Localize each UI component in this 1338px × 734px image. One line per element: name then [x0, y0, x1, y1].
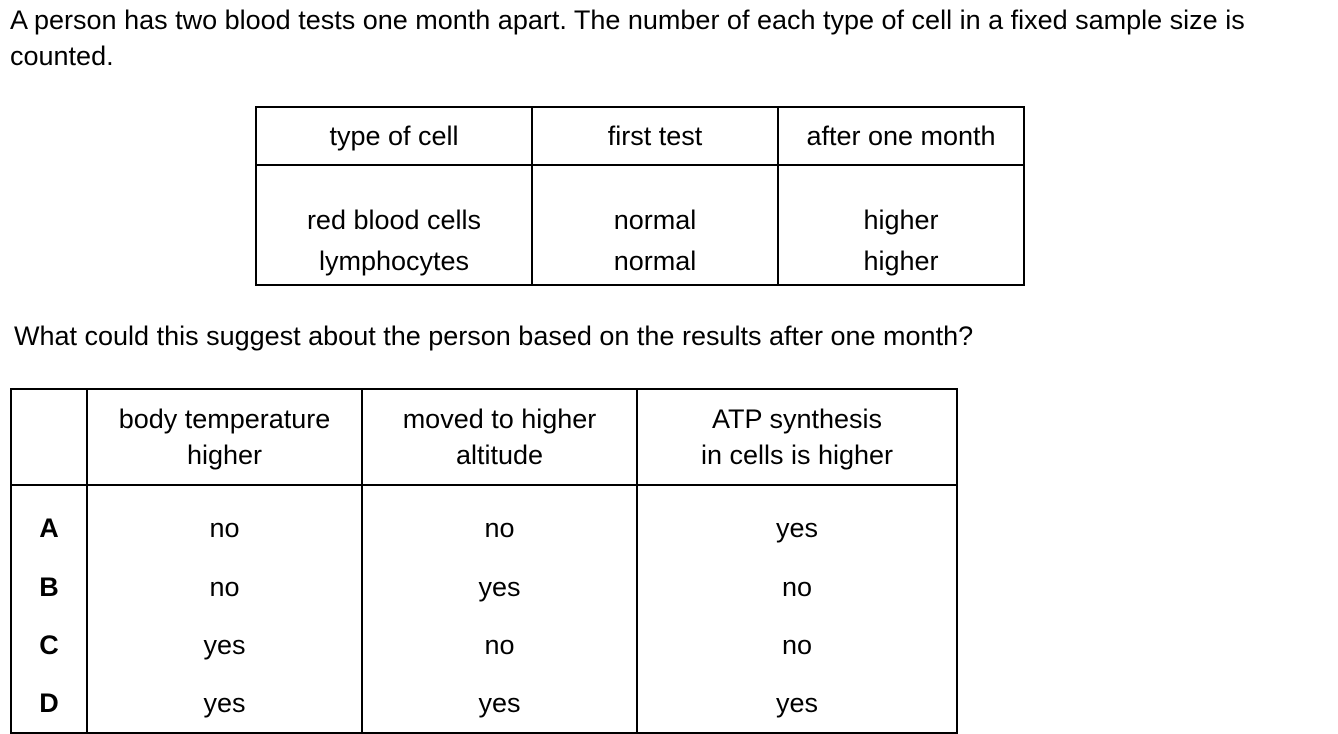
- option-key: D: [11, 674, 87, 733]
- option-cell: yes: [637, 674, 957, 733]
- intro-text: A person has two blood tests one month apart. The number of each type of cell in a fixed sample size is counted.: [10, 5, 1245, 71]
- option-key: B: [11, 558, 87, 616]
- option-key: C: [11, 616, 87, 674]
- header-line: moved to higher: [402, 404, 597, 434]
- table-cell: lymphocytes: [256, 238, 532, 285]
- option-row-d: [11, 674, 957, 733]
- results-header-row: [256, 107, 1024, 165]
- table-row: [256, 238, 1024, 285]
- option-row-a: [11, 485, 957, 558]
- header-line: higher: [186, 440, 263, 470]
- header-line: ATP synthesis: [711, 404, 883, 434]
- option-cell: no: [637, 616, 957, 674]
- option-key: A: [11, 485, 87, 558]
- options-header-cell: [87, 389, 362, 485]
- option-cell: yes: [362, 558, 637, 616]
- options-header-row: [11, 389, 957, 485]
- options-table: [10, 388, 958, 734]
- question-text: What could this suggest about the person based on the results after one month?: [14, 321, 974, 351]
- table-cell: normal: [532, 238, 778, 285]
- table-cell: higher: [778, 238, 1024, 285]
- option-cell: no: [87, 558, 362, 616]
- table-cell: red blood cells: [256, 165, 532, 238]
- option-cell: yes: [87, 616, 362, 674]
- results-header-cell: first test: [532, 107, 778, 165]
- option-cell: yes: [87, 674, 362, 733]
- results-table: [255, 106, 1025, 286]
- option-cell: yes: [362, 674, 637, 733]
- option-cell: no: [87, 485, 362, 558]
- option-cell: no: [362, 616, 637, 674]
- header-line: in cells is higher: [700, 440, 894, 470]
- header-line: body temperature: [118, 404, 331, 434]
- results-header-cell: after one month: [778, 107, 1024, 165]
- option-cell: no: [362, 485, 637, 558]
- table-row: [256, 165, 1024, 238]
- option-row-c: [11, 616, 957, 674]
- options-header-blank: [11, 389, 87, 485]
- option-row-b: [11, 558, 957, 616]
- options-header-cell: [362, 389, 637, 485]
- option-cell: no: [637, 558, 957, 616]
- options-header-cell: [637, 389, 957, 485]
- results-header-cell: type of cell: [256, 107, 532, 165]
- table-cell: higher: [778, 165, 1024, 238]
- header-line: altitude: [455, 440, 544, 470]
- option-cell: yes: [637, 485, 957, 558]
- table-cell: normal: [532, 165, 778, 238]
